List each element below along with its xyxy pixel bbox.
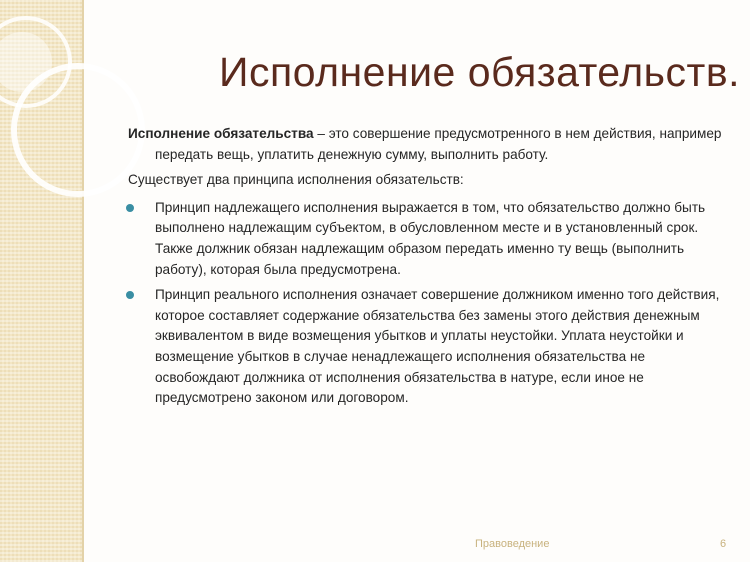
principles-list <box>128 198 728 409</box>
bullet-dot-icon <box>126 204 134 212</box>
slide-content <box>128 124 728 414</box>
list-item <box>128 198 728 280</box>
intro-paragraph: Существует два принципа исполнения обязательств: <box>128 172 464 188</box>
list-item-text: Принцип реального исполнения означает совершение должником именно того действия, которое составляет содержание обязательства без замены этого действия денежным эквивалентом в виде возмещения убытков и уплаты неустойки. Уплата неустойки и возмещение убытков в случае ненадлежащего исполнения обязательства не освобождают должника от исполнения обязательства в натуре, если иное не предусмотрено законом или договором. <box>155 287 720 406</box>
small-filled-circle <box>0 32 52 92</box>
footer-text: Правоведение <box>475 538 550 550</box>
page-number: 6 <box>720 538 727 550</box>
slide-title: Исполнение обязательств. <box>219 49 740 95</box>
definition-term: Исполнение обязательства <box>128 126 314 141</box>
list-item-text: Принцип надлежащего исполнения выражается в том, что обязательство должно быть выполнено надлежащим субъектом, в обусловленном месте и в установленный срок. Также должник обязан надлежащим образом передать именно ту вещь (выполнить работу), которая была предусмотрена. <box>155 199 706 277</box>
definition-text: – это совершение предусмотренного в нем действия, например передать вещь, уплатить денежную сумму, выполнить работу. <box>155 126 722 162</box>
bullet-dot-icon <box>126 291 134 299</box>
list-item <box>128 285 728 409</box>
definition-paragraph <box>128 124 728 165</box>
